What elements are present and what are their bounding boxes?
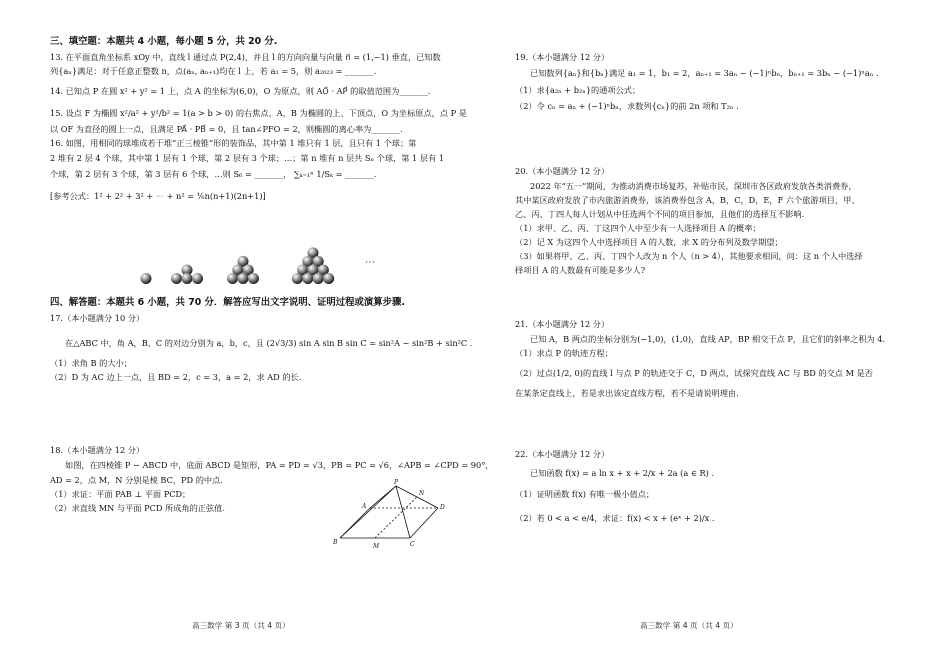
q21-part1: （1）求点 P 的轨迹方程； bbox=[515, 348, 613, 358]
sphere-piles-figure bbox=[130, 240, 430, 290]
label-M: M bbox=[373, 543, 380, 550]
q20-line1: 2022 年“五一”期间，为推动消费市场复苏，补贴市民，深圳市各区政府发放各类消费券， bbox=[530, 181, 857, 191]
q21-heading: 21.（本小题满分 12 分） bbox=[515, 319, 610, 329]
q17-part1: （1）求角 B 的大小； bbox=[50, 358, 132, 368]
q13-line1: 13. 在平面直角坐标系 xOy 中，直线 l 通过点 P(2,4)，并且 l 的方向向量与向量 n⃗ = (1,−1) 垂直，已知数 bbox=[50, 52, 441, 62]
label-D: D bbox=[440, 504, 445, 511]
segment-MN bbox=[375, 497, 417, 538]
sphere bbox=[192, 273, 203, 284]
edge-CD bbox=[410, 508, 438, 538]
q17-line1: 在△ABC 中，角 A，B，C 的对边分别为 a，b，c，且 (2√3/3) sin A sin B sin C = sin²A − sin²B + sin²C . bbox=[65, 338, 473, 348]
q21-part2: （2）过点(1/2, 0)的直线 l 与点 P 的轨迹交于 C，D 两点，试探究直线 AC 与 BD 的交点 M 是否 bbox=[515, 368, 873, 378]
sphere bbox=[313, 273, 324, 284]
q20-part2: （2）记 X 为这四个人中选择项目 A 的人数，求 X 的分布列及数学期望； bbox=[515, 237, 783, 247]
sphere bbox=[292, 273, 303, 284]
q20-heading: 20.（本小题满分 12 分） bbox=[515, 166, 610, 176]
q18-heading: 18.（本小题满分 12 分） bbox=[50, 445, 145, 455]
q19-line1: 已知数列{aₙ}和{bₙ}满足 a₁ = 1，b₁ = 2，aₙ₊₁ = 3aₙ − (−1)ⁿbₙ，bₙ₊₁ = 3bₙ − (−1)ⁿaₙ . bbox=[530, 68, 879, 78]
q18-line1: 如图，在四棱锥 P − ABCD 中，底面 ABCD 是矩形，PA = PD = √3，PB = PC = √6，∠APB = ∠CPD = 90°， bbox=[65, 460, 494, 470]
q15-line2: 以 OF 为直径的圆上一点，且满足 PA⃗ · PB⃗ = 0，且 tan∠PFO = 2，则椭圆的离心率为_______. bbox=[50, 124, 403, 134]
q16-line3: 个球，第 2 层有 3 个球，第 3 层有 6 个球，…则 S₆ = _______， ∑ₖ₌₁ⁿ 1/Sₖ = _______. bbox=[50, 169, 377, 179]
label-N: N bbox=[419, 490, 425, 497]
q19-heading: 19.（本小题满分 12 分） bbox=[515, 52, 610, 62]
q22-part2: （2）若 0 < a < e/4，求证：f(x) < x + (eˣ + 2)/x . bbox=[515, 513, 715, 523]
q20-part3-cont: 择项目 A 的人数最有可能是多少人? bbox=[515, 265, 646, 275]
sphere bbox=[227, 273, 238, 284]
q22-line1: 已知函数 f(x) = a ln x + x + 2/x + 2a (a ∈ R) . bbox=[530, 468, 715, 478]
label-B: B bbox=[333, 539, 338, 546]
q21-line1: 已知 A，B 两点的坐标分别为(−1,0)，(1,0)，直线 AP，BP 相交于点 P，且它们的斜率之积为 4. bbox=[530, 334, 886, 344]
sphere bbox=[323, 273, 334, 284]
q18-part2: （2）求直线 MN 与平面 PCD 所成角的正弦值. bbox=[50, 503, 225, 513]
continuation-dots: ⋯ bbox=[365, 257, 375, 268]
q20-part3: （3）如果将甲、乙、丙、丁四个人改为 n 个人（n > 4），其他要求相同，问：这 n 个人中选择 bbox=[515, 251, 863, 261]
section-4-title: 四、解答题：本题共 6 小题，共 70 分．解答应写出文字说明、证明过程或演算步骤. bbox=[50, 297, 405, 308]
label-A: A bbox=[362, 503, 367, 510]
q15-line1: 15. 设点 F 为椭圆 x²/a² + y²/b² = 1(a > b > 0) 的右焦点，A，B 为椭圆的上、下顶点，O 为坐标原点，点 P 是 bbox=[50, 108, 467, 118]
q19-part2: （2）令 cₙ = aₙ + (−1)ⁿbₙ，求数列{cₙ}的前 2n 项和 T₂ₙ . bbox=[515, 101, 739, 111]
sphere bbox=[171, 273, 182, 284]
label-P: P bbox=[394, 479, 399, 486]
q20-part1: （1）求甲、乙、丙、丁这四个人中至少有一人选择项目 A 的概率； bbox=[515, 223, 761, 233]
q22-heading: 22.（本小题满分 12 分） bbox=[515, 449, 610, 459]
pyramid-figure bbox=[330, 478, 450, 558]
q18-line2: AD = 2，点 M，N 分别是棱 BC，PD 的中点. bbox=[50, 475, 223, 485]
footer-page-4: 高三数学 第 4 页（共 4 页） bbox=[640, 621, 738, 630]
sphere bbox=[238, 273, 249, 284]
q19-part1: （1）求{a₂ₙ + b₂ₙ}的通项公式； bbox=[515, 85, 641, 95]
sphere bbox=[302, 273, 313, 284]
q13-line2: 列{aₙ}满足：对于任意正整数 n，点(aₙ, aₙ₊₁)均在 l 上，若 a₁ = 5，则 a₂₀₂₃ = _______. bbox=[50, 66, 377, 76]
edge-PD bbox=[396, 486, 438, 508]
sphere bbox=[141, 273, 152, 284]
edge-PC bbox=[396, 486, 410, 538]
q17-part2: （2）D 为 AC 边上一点，且 BD = 2，c = 3，a = 2，求 AD 的长. bbox=[50, 372, 302, 382]
q16-line1: 16. 如图，用相同的球堆成若干堆“正三棱锥”形的装饰品，其中第 1 堆只有 1 层，且只有 1 个球；第 bbox=[50, 138, 417, 148]
sphere bbox=[182, 273, 193, 284]
edge-PA bbox=[370, 486, 396, 508]
edge-PB bbox=[340, 486, 396, 538]
q17-heading: 17.（本小题满分 10 分） bbox=[50, 313, 145, 323]
q22-part1: （1）证明函数 f(x) 有唯一极小值点； bbox=[515, 489, 655, 499]
q18-part1: （1）求证：平面 PAB ⊥ 平面 PCD； bbox=[50, 489, 191, 499]
label-C: C bbox=[410, 541, 415, 548]
section-3-title: 三、填空题：本题共 4 小题，每小题 5 分，共 20 分. bbox=[50, 36, 278, 47]
q20-line2: 其中某区政府发放了市内旅游消费券，该消费券包含 A，B，C，D，E，F 六个旅游项目，甲、 bbox=[515, 195, 860, 205]
q16-line2: 2 堆有 2 层 4 个球，其中第 1 层有 1 个球，第 2 层有 3 个球；…；第 n 堆有 n 层共 Sₙ 个球，第 1 层有 1 bbox=[50, 153, 445, 163]
q20-line3: 乙、丙、丁四人每人计划从中任选两个不同的项目参加，且他们的选择互不影响. bbox=[515, 209, 805, 219]
q14: 14. 已知点 P 在圆 x² + y² = 1 上，点 A 的坐标为(6,0)，O 为原点，则 AO⃗ · AP⃗ 的取值范围为_______. bbox=[50, 86, 431, 96]
sphere bbox=[248, 273, 259, 284]
reference-formula: [参考公式：1² + 2² + 3² + ⋯ + n² = ⅙n(n+1)(2n+1)] bbox=[50, 191, 266, 201]
footer-page-3: 高三数学 第 3 页（共 4 页） bbox=[192, 621, 290, 630]
q21-part2-cont: 在某条定直线上，若是求出该定直线方程，若不是请说明理由. bbox=[515, 388, 739, 398]
